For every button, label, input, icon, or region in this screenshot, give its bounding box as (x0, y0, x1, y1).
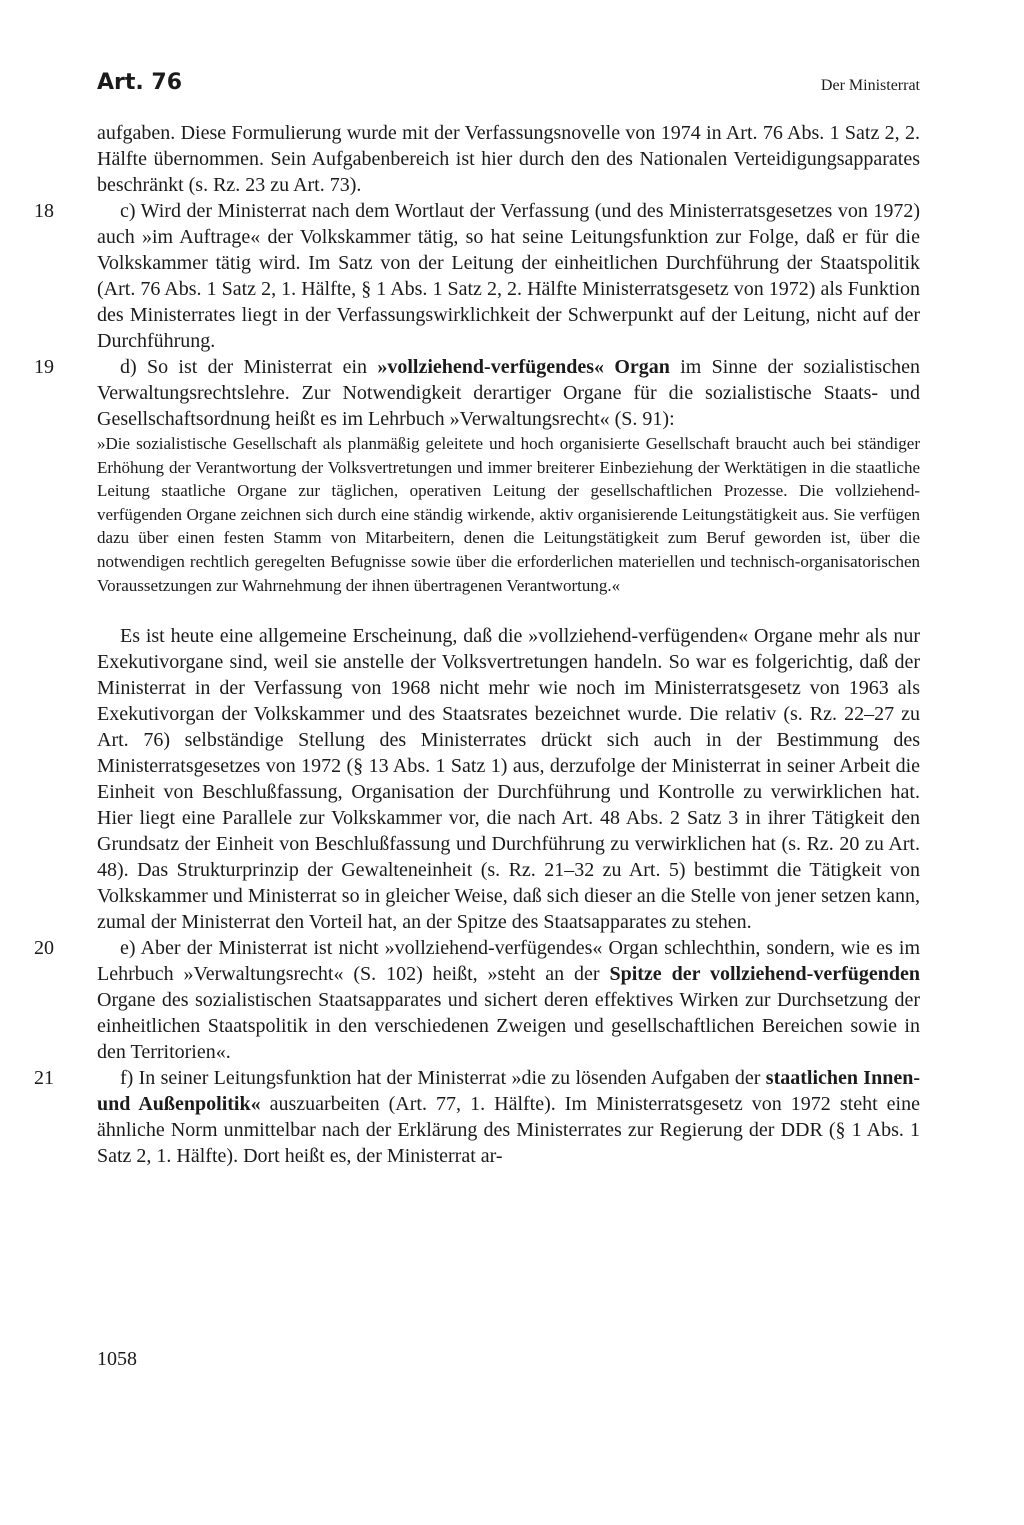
paragraph-20-text-end: Organe des sozialistischen Staatsapparates und sichert deren effektives Wirken zur Durchsetzung der einheitlichen Staatspolitik in den verschiedenen Zweigen und gesellschaftlichen Bereichen sowie in den Territorien«. (97, 989, 920, 1064)
paragraph-21-text-start: f) In seiner Leitungsfunktion hat der Ministerrat »die zu lösenden Aufgaben der (120, 1067, 766, 1090)
margin-number-19: 19 (34, 356, 54, 378)
paragraph-18-text: c) Wird der Ministerrat nach dem Wortlaut der Verfassung (und des Ministerratsgesetzes von 1972) auch »im Auftrage« der Volkskammer tätig, so hat seine Leitungsfunktion zur Folge, daß er für die Volkskammer tätig wird. Im Satz von der Leitung der einheitlichen Durchführung der Staatspolitik (Art. 76 Abs. 1 Satz 2, 1. Hälfte, § 1 Abs. 1 Satz 2, 2. Hälfte Ministerratsgesetz von 1972) als Funktion des Ministerrates liegt in der Verfassungswirklichkeit der Schwerpunkt auf der Leitung, nicht auf der Durchführung. (97, 200, 920, 352)
paragraph-19 (34, 354, 920, 432)
paragraph-20-emphasis: Spitze der vollziehend-verfügenden (609, 963, 920, 986)
paragraph-20 (34, 935, 920, 1065)
body-text (34, 120, 920, 1169)
block-quote: »Die sozialistische Gesellschaft als planmäßig geleitete und hoch organisierte Gesellschaft braucht auch bei ständiger Erhöhung der Verantwortung der Volksvertretungen und immer breiterer Einbeziehung der Werktätigen in die staatliche Leitung staatliche Organe zur täglichen, operativen Leitung der gesellschaftlichen Prozesse. Die vollziehend-verfügenden Organe zeichnen sich durch eine ständig wirkende, aktiv organisierende Leitungstätigkeit aus. Sie verfügen dazu über einen festen Stamm von Mitarbeitern, denen die Leitungstätigkeit zum Beruf geworden ist, über die notwendigen rechtlich geregelten Befugnisse sowie über die erforderlichen materiellen und technisch-organisatorischen Voraussetzungen zur Wahrnehmung der ihnen übertragenen Verantwortung.« (97, 434, 920, 595)
article-heading: Art. 76 (97, 70, 183, 95)
margin-number-21: 21 (34, 1067, 54, 1090)
paragraph-19-text-start: d) So ist der Ministerrat ein (120, 356, 378, 378)
paragraph-18 (34, 198, 920, 354)
paragraph-21-text-end: auszuarbeiten (Art. 77, 1. Hälfte). Im Ministerratsgesetz von 1972 steht eine ähnliche Norm unmittelbar nach der Erklärung des Ministerrates zur Regierung der DDR (§ 1 Abs. 1 Satz 2, 1. Hälfte). Dort heißt es, der Ministerrat ar- (97, 1093, 920, 1168)
paragraph-21 (34, 1065, 920, 1169)
paragraph-20-text-start: e) Aber der Ministerrat ist nicht »vollziehend-verfügendes« Organ schlechthin, sondern, wie es im Lehrbuch »Verwaltungsrecht« (S. 102) heißt, »steht an der (97, 937, 920, 986)
paragraph-19-text-end: im Sinne der sozialistischen Verwaltungsrechtslehre. Zur Notwendigkeit derartiger Organe für die sozialistische Staats- und Gesellschaftsordnung heißt es im Lehrbuch »Verwaltungsrecht« (S. 91): (97, 356, 920, 430)
margin-number-18: 18 (34, 200, 54, 222)
running-title: Der Ministerrat (820, 77, 920, 94)
paragraph-continuation: aufgaben. Diese Formulierung wurde mit der Verfassungsnovelle von 1974 in Art. 76 Abs. 1 Satz 2, 2. Hälfte übernommen. Sein Aufgabenbereich ist hier durch den des Nationalen Verteidigungsapparates beschränkt (s. Rz. 23 zu Art. 73). (97, 122, 920, 196)
margin-number-20: 20 (34, 937, 54, 960)
paragraph-21-emphasis: staatlichen Innen- und Außenpolitik« (97, 1067, 920, 1116)
page-number: 1058 (97, 1348, 137, 1370)
paragraph-after-quote: Es ist heute eine allgemeine Erscheinung, daß die »vollziehend-verfügenden« Organe mehr als nur Exekutivorgane sind, weil sie anstelle der Volksvertretungen handeln. So war es folgerichtig, daß der Ministerrat in der Verfassung von 1968 nicht mehr wie noch im Ministerratsgesetz von 1963 als Exekutivorgan der Volkskammer und des Staatsrates bezeichnet wurde. Die relativ (s. Rz. 22–27 zu Art. 76) selbständige Stellung des Ministerrates drückt sich auch in der Bestimmung des Ministerratsgesetzes von 1972 (§ 13 Abs. 1 Satz 1) aus, derzufolge der Ministerrat in seiner Arbeit die Einheit von Beschlußfassung, Organisation der Durchführung und Kontrolle zu verwirklichen hat. Hier liegt eine Parallele zur Volkskammer vor, die nach Art. 48 Abs. 2 Satz 3 in ihrer Tätigkeit den Grundsatz der Einheit von Beschlußfassung und Durchführung zu verwirklichen hat (s. Rz. 20 zu Art. 48). Das Strukturprinzip der Gewalteneinheit (s. Rz. 21–32 zu Art. 5) bestimmt die Tätigkeit von Volkskammer und Ministerrat so in gleicher Weise, daß sich dieser an die Stelle von jener setzen kann, zumal der Ministerrat den Vorteil hat, an der Spitze des Staatsapparates zu stehen. (97, 625, 920, 934)
paragraph-19-emphasis: »vollziehend-verfügendes« Organ (377, 356, 670, 378)
